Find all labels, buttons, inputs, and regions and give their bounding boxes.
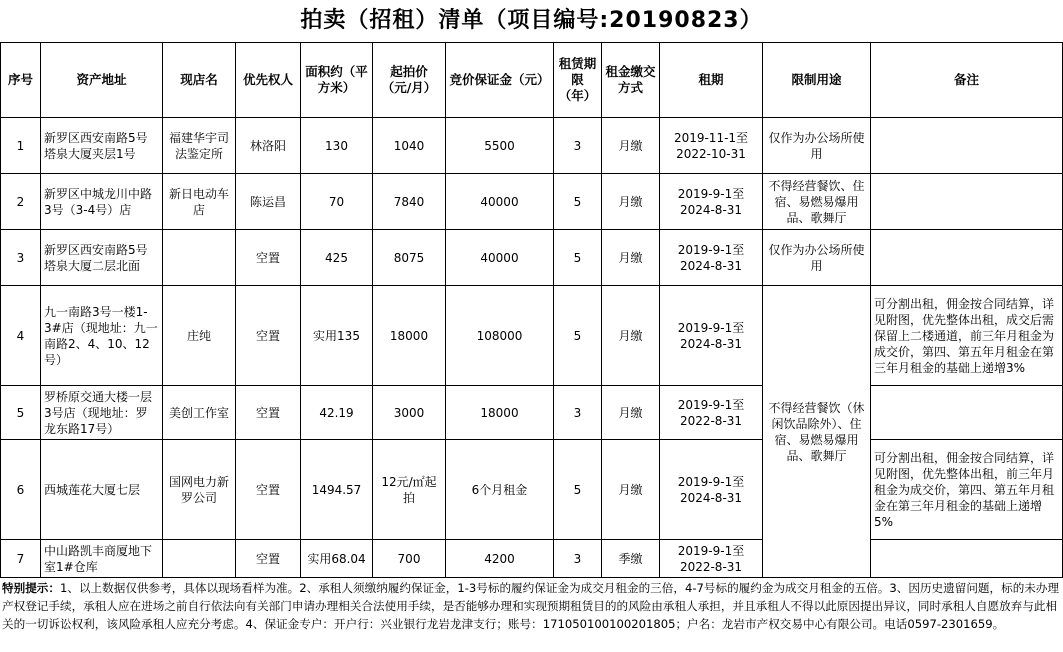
cell-deposit: 18000	[446, 386, 554, 440]
cell-remark	[871, 174, 1063, 230]
cell-restriction: 仅作为办公场所使用	[763, 118, 871, 174]
cell-period: 2019-11-1至2022-10-31	[660, 118, 763, 174]
cell-period: 2019-9-1至2024-8-31	[660, 286, 763, 386]
cell-restriction: 不得经营餐饮、住宿、易燃易爆用品、歌舞厅	[763, 174, 871, 230]
cell-address: 新罗区西安南路5号塔泉大厦二层北面	[41, 230, 163, 286]
cell-start-price: 18000	[373, 286, 446, 386]
header-period: 租期	[660, 43, 763, 118]
cell-term: 3	[554, 118, 602, 174]
header-remark: 备注	[871, 43, 1063, 118]
cell-payment: 月缴	[602, 174, 660, 230]
cell-no: 4	[1, 286, 41, 386]
cell-payment: 季缴	[602, 540, 660, 578]
table-row	[1, 286, 1063, 386]
cell-address: 西城莲花大厦七层	[41, 440, 163, 540]
note-text: 1、以上数据仅供参考，具体以现场看样为准。2、承租人须缴纳履约保证金，1-3号标的履约保证金为成交月租金的三倍，4-7号标的履约金为成交月租金的五倍。3、因历史遗留问题，标的未办理产权登记手续，承租人应在进场之前自行依法向有关部门申请办理相关合法使用手续，是否能够办理和实现预期租赁目的的风险由承租人承担，并且承租人不得以此原因提出异议，同时承租人自愿放弃与此相关的一切诉讼权利，该风险承租人应充分考虑。4、保证金专户：开户行：兴业银行龙岩龙津支行；账号：171050100100201805；户名：龙岩市产权交易中心有限公司。电话0597-2301659。	[2, 581, 1060, 631]
cell-no: 1	[1, 118, 41, 174]
table-row	[1, 174, 1063, 230]
cell-start-price: 8075	[373, 230, 446, 286]
table-row	[1, 540, 1063, 578]
cell-priority: 空置	[236, 386, 301, 440]
cell-area: 1494.57	[301, 440, 373, 540]
cell-priority: 陈运昌	[236, 174, 301, 230]
cell-store: 新日电动车店	[163, 174, 236, 230]
header-priority: 优先权人	[236, 43, 301, 118]
cell-remark: 可分割出租，佣金按合同结算，详见附图，优先整体出租，成交后需保留上二楼通道，前三年月租金为成交价，第四、第五年月租金在第三年月租金的基础上递增3%	[871, 286, 1063, 386]
cell-payment: 月缴	[602, 440, 660, 540]
cell-remark	[871, 540, 1063, 578]
cell-start-price: 1040	[373, 118, 446, 174]
header-term: 租赁期限（年）	[554, 43, 602, 118]
cell-priority: 空置	[236, 286, 301, 386]
cell-priority: 空置	[236, 440, 301, 540]
page-title: 拍卖（招租）清单（项目编号:20190823）	[300, 8, 763, 33]
cell-address: 新罗区西安南路5号塔泉大厦夹层1号	[41, 118, 163, 174]
cell-deposit: 40000	[446, 230, 554, 286]
cell-deposit: 4200	[446, 540, 554, 578]
cell-store: 福建华宇司法鉴定所	[163, 118, 236, 174]
cell-address: 新罗区中城龙川中路3号（3-4号）店	[41, 174, 163, 230]
cell-term: 5	[554, 230, 602, 286]
header-store: 现店名	[163, 43, 236, 118]
cell-start-price: 7840	[373, 174, 446, 230]
cell-term: 5	[554, 174, 602, 230]
cell-payment: 月缴	[602, 286, 660, 386]
cell-address: 罗桥原交通大楼一层3号店（现地址：罗龙东路17号）	[41, 386, 163, 440]
cell-payment: 月缴	[602, 118, 660, 174]
cell-remark	[871, 118, 1063, 174]
table-row	[1, 230, 1063, 286]
cell-priority: 林洛阳	[236, 118, 301, 174]
cell-priority: 空置	[236, 230, 301, 286]
cell-deposit: 40000	[446, 174, 554, 230]
cell-store: 国网电力新罗公司	[163, 440, 236, 540]
header-no: 序号	[1, 43, 41, 118]
cell-area: 70	[301, 174, 373, 230]
cell-no: 3	[1, 230, 41, 286]
cell-priority: 空置	[236, 540, 301, 578]
cell-no: 6	[1, 440, 41, 540]
cell-area: 425	[301, 230, 373, 286]
cell-store: 庄纯	[163, 286, 236, 386]
cell-no: 2	[1, 174, 41, 230]
cell-period: 2019-9-1至2024-8-31	[660, 230, 763, 286]
cell-payment: 月缴	[602, 386, 660, 440]
special-note	[0, 579, 1063, 633]
cell-no: 7	[1, 540, 41, 578]
cell-period: 2019-9-1至2024-8-31	[660, 174, 763, 230]
cell-store	[163, 230, 236, 286]
cell-area: 130	[301, 118, 373, 174]
table-row	[1, 118, 1063, 174]
cell-deposit: 6个月租金	[446, 440, 554, 540]
cell-remark: 可分割出租，佣金按合同结算，详见附图，优先整体出租，前三年月租金为成交价，第四、第五年月租金在第三年月租金的基础上递增5%	[871, 440, 1063, 540]
lease-table	[0, 42, 1063, 578]
cell-start-price: 12元/㎡起拍	[373, 440, 446, 540]
cell-area: 实用68.04	[301, 540, 373, 578]
cell-area: 实用135	[301, 286, 373, 386]
cell-no: 5	[1, 386, 41, 440]
cell-remark	[871, 386, 1063, 440]
table-row	[1, 440, 1063, 540]
cell-term: 3	[554, 540, 602, 578]
cell-area: 42.19	[301, 386, 373, 440]
cell-payment: 月缴	[602, 230, 660, 286]
cell-store	[163, 540, 236, 578]
cell-restriction: 仅作为办公场所使用	[763, 230, 871, 286]
cell-deposit: 5500	[446, 118, 554, 174]
header-payment: 租金缴交方式	[602, 43, 660, 118]
header-restriction: 限制用途	[763, 43, 871, 118]
cell-address: 中山路凯丰商厦地下室1#仓库	[41, 540, 163, 578]
header-row	[1, 43, 1063, 118]
cell-store: 美创工作室	[163, 386, 236, 440]
cell-start-price: 3000	[373, 386, 446, 440]
cell-term: 5	[554, 440, 602, 540]
cell-start-price: 700	[373, 540, 446, 578]
cell-period: 2019-9-1至2022-8-31	[660, 386, 763, 440]
cell-term: 5	[554, 286, 602, 386]
header-area: 面积约（平方米）	[301, 43, 373, 118]
table-row	[1, 386, 1063, 440]
header-deposit: 竞价保证金（元）	[446, 43, 554, 118]
cell-period: 2019-9-1至2022-8-31	[660, 540, 763, 578]
cell-restriction-merged: 不得经营餐饮（休闲饮品除外）、住宿、易燃易爆用品、歌舞厅	[763, 286, 871, 578]
cell-deposit: 108000	[446, 286, 554, 386]
note-label: 特别提示：	[2, 581, 60, 595]
cell-remark	[871, 230, 1063, 286]
cell-address: 九一南路3号一楼1-3#店（现地址：九一南路2、4、10、12号）	[41, 286, 163, 386]
header-start-price: 起拍价（元/月）	[373, 43, 446, 118]
header-address: 资产地址	[41, 43, 163, 118]
cell-period: 2019-9-1至2024-8-31	[660, 440, 763, 540]
cell-term: 3	[554, 386, 602, 440]
